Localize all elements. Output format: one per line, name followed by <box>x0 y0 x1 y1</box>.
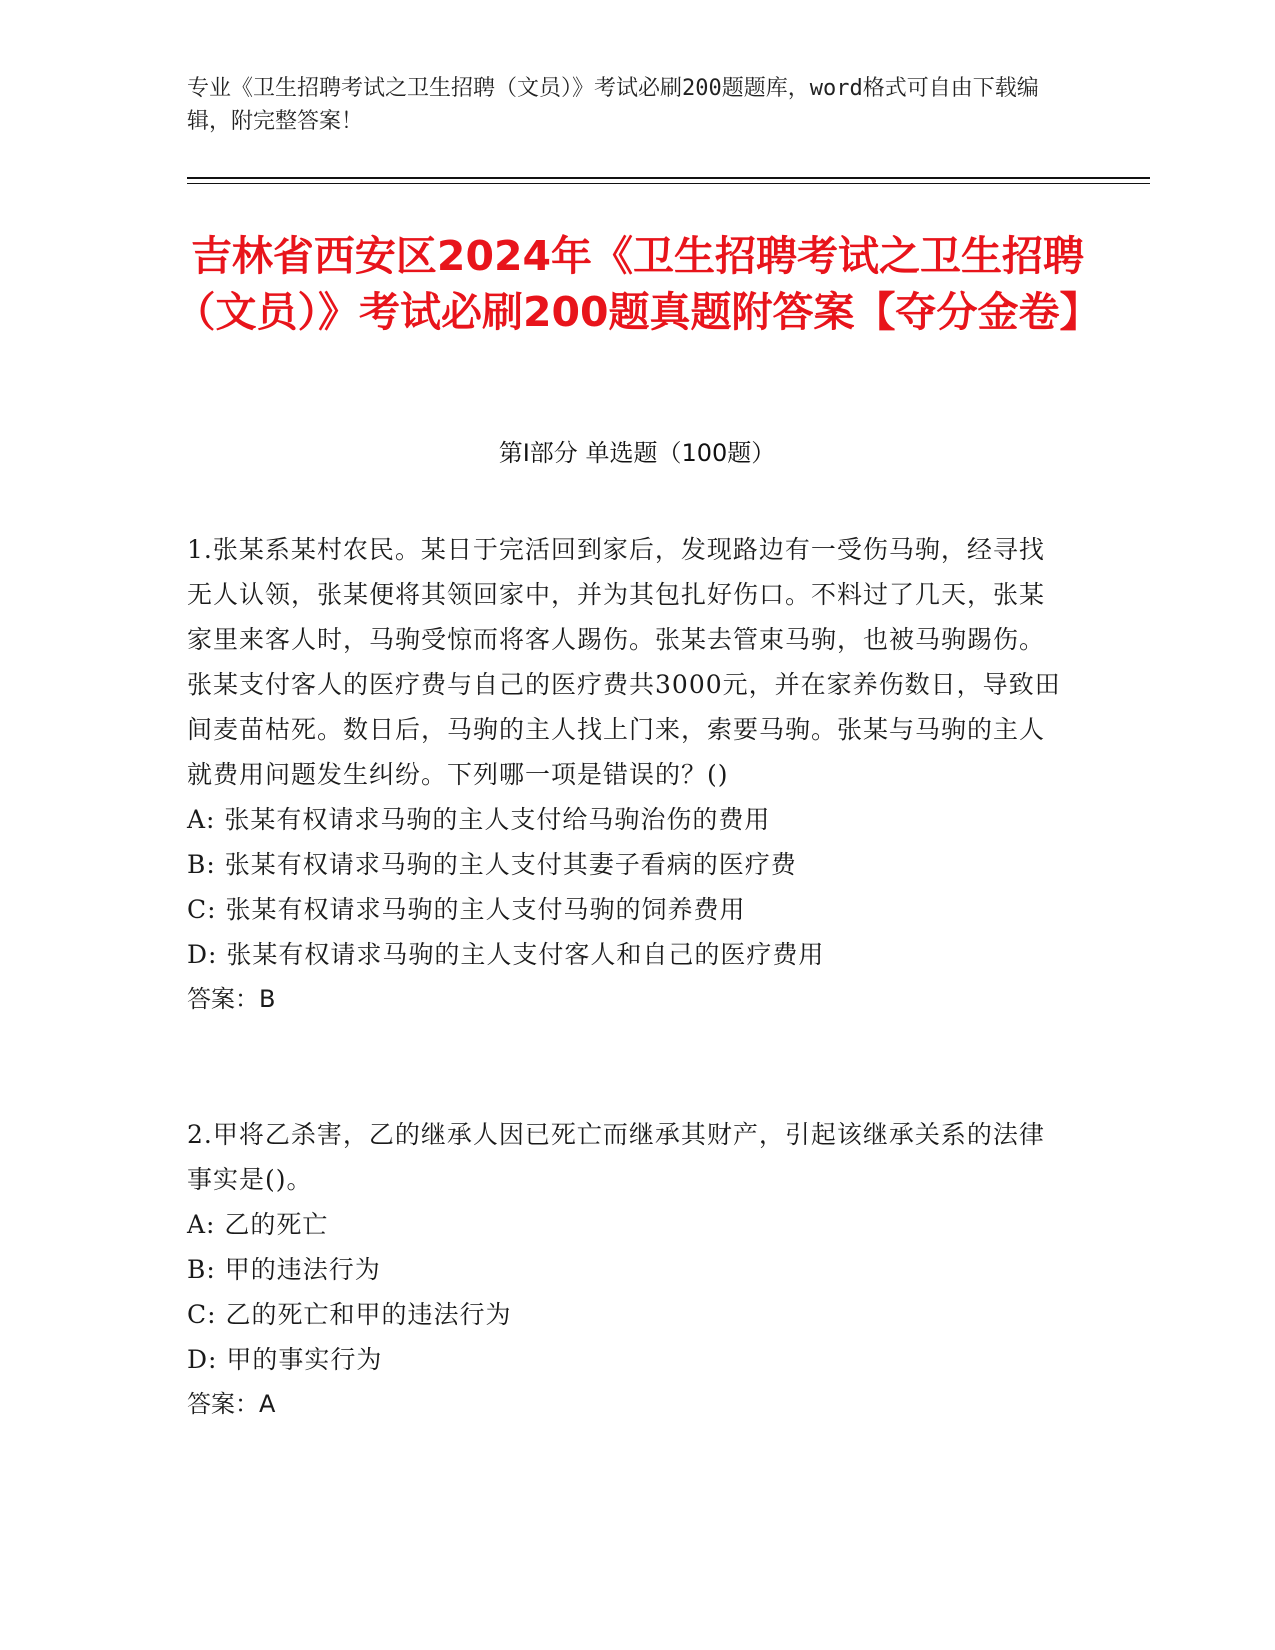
option-b: B: 张某有权请求马驹的主人支付其妻子看病的医疗费 <box>187 850 797 879</box>
option-c: C: 张某有权请求马驹的主人支付马驹的饲养费用 <box>187 895 746 924</box>
option-b: B: 甲的违法行为 <box>187 1255 381 1284</box>
question-stem: 2.甲将乙杀害，乙的继承人因已死亡而继承其财产，引起该继承关系的法律事实是()。 <box>187 1120 1045 1194</box>
section-title: 第I部分 单选题（100题） <box>498 439 776 467</box>
header-note: 专业《卫生招聘考试之卫生招聘（文员）》考试必刷200题题库，word格式可自由下载编辑，附完整答案！ <box>187 76 1039 134</box>
question-block <box>187 527 1067 1022</box>
question-block <box>187 1112 1067 1427</box>
header-divider-thick <box>187 177 1150 179</box>
option-a: A: 乙的死亡 <box>187 1210 329 1239</box>
answer-line: 答案：A <box>187 1390 276 1418</box>
option-a: A: 张某有权请求马驹的主人支付给马驹治伤的费用 <box>187 805 771 834</box>
option-d: D: 甲的事实行为 <box>187 1345 383 1374</box>
document-title: 吉林省西安区2024年《卫生招聘考试之卫生招聘（文员）》考试必刷200题真题附答案【夺分金卷】 <box>174 232 1101 336</box>
option-d: D: 张某有权请求马驹的主人支付客人和自己的医疗费用 <box>187 940 825 969</box>
header-divider-thin <box>187 183 1150 184</box>
option-c: C: 乙的死亡和甲的违法行为 <box>187 1300 512 1329</box>
question-stem: 1.张某系某村农民。某日于完活回到家后，发现路边有一受伤马驹，经寻找无人认领，张某便将其领回家中，并为其包扎好伤口。不料过了几天，张某家里来客人时，马驹受惊而将客人踢伤。张某去管束马驹，也被马驹踢伤。张某支付客人的医疗费与自己的医疗费共3000元，并在家养伤数日，导致田间麦苗枯死。数日后，马驹的主人找上门来，索要马驹。张某与马驹的主人就费用问题发生纠纷。下列哪一项是错误的？() <box>187 535 1061 789</box>
answer-line: 答案：B <box>187 985 276 1013</box>
